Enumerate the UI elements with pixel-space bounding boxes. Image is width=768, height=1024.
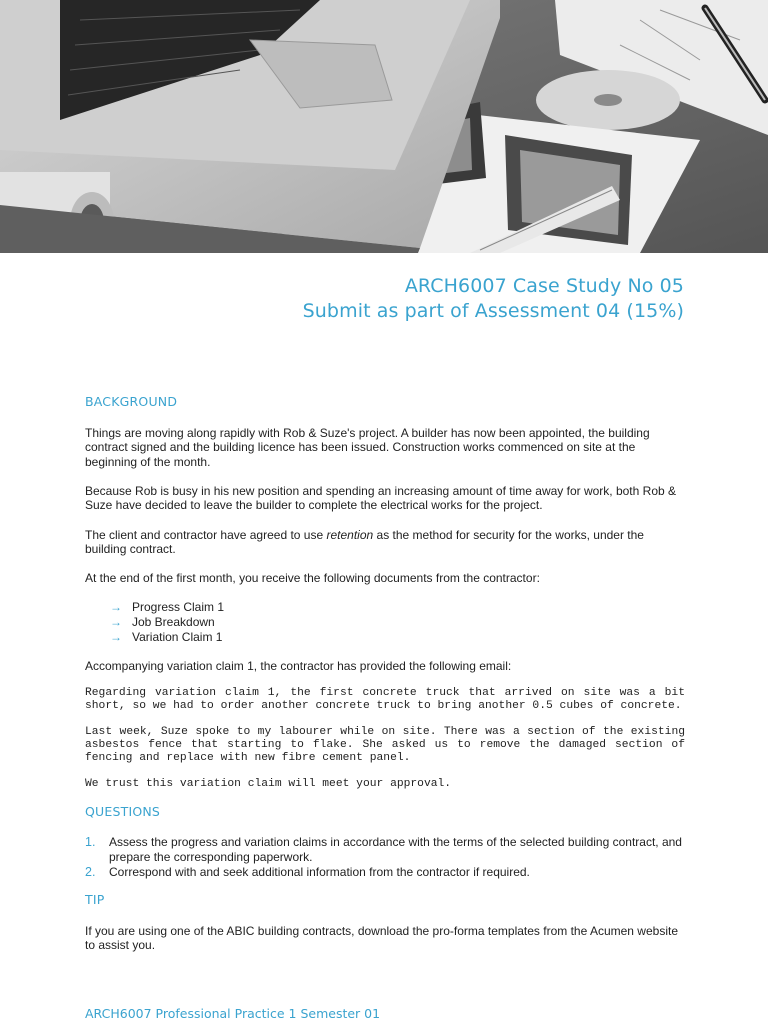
- background-paragraph-3: [85, 528, 685, 557]
- document-name: Job Breakdown: [132, 615, 215, 630]
- list-item: [110, 600, 685, 615]
- background-paragraph-2: Because Rob is busy in his new position and spending an increasing amount of time away for work, both Rob & Suze have decided to leave the builder to complete the electrical works for the project.: [85, 483, 676, 513]
- background-paragraph-5: Accompanying variation claim 1, the contractor has provided the following email:: [85, 659, 512, 674]
- question-text: Correspond with and seek additional information from the contractor if required.: [109, 864, 530, 879]
- retention-text-after: as the method for security for the works, under the building contract.: [85, 527, 644, 557]
- header-photo: [0, 0, 768, 253]
- email-paragraph-3: We trust this variation claim will meet your approval.: [85, 777, 452, 790]
- retention-text-before: The client and contractor have agreed to use: [85, 527, 327, 542]
- background-paragraph-1: Things are moving along rapidly with Rob & Suze's project. A builder has now been appointed, the building contract signed and the building licence has been issued. Construction works commenced on site at the beginning of the month.: [85, 425, 650, 469]
- questions-heading: QUESTIONS: [85, 803, 161, 819]
- question-text: Assess the progress and variation claims in accordance with the terms of the selected building contract, and prepare the corresponding paperwork.: [109, 835, 682, 865]
- question-item: [85, 865, 685, 880]
- documents-list: [85, 600, 685, 644]
- background-heading: BACKGROUND: [85, 394, 178, 409]
- questions-list: [85, 835, 685, 879]
- list-item: [110, 630, 685, 645]
- case-study-title: ARCH6007 Case Study No 05: [404, 275, 684, 297]
- assessment-subtitle: Submit as part of Assessment 04 (15%): [302, 300, 684, 322]
- list-item: [110, 615, 685, 630]
- question-number: 2.: [85, 864, 96, 879]
- arrow-right-icon: →: [110, 600, 122, 615]
- arrow-right-icon: →: [110, 630, 122, 645]
- question-number: 1.: [85, 835, 96, 850]
- page-footer: ARCH6007 Professional Practice 1 Semester 01: [85, 1006, 381, 1021]
- tip-text: If you are using one of the ABIC building contracts, download the pro-forma templates from the Acumen website to assist you.: [85, 923, 678, 953]
- document-name: Progress Claim 1: [132, 600, 225, 615]
- tip-heading: TIP: [85, 892, 105, 908]
- arrow-right-icon: →: [110, 615, 122, 630]
- question-item: [85, 835, 685, 864]
- title-block: [303, 274, 684, 324]
- document-name: Variation Claim 1: [132, 630, 223, 645]
- retention-emphasis: retention: [326, 527, 374, 542]
- header-photo-illustration: [0, 0, 768, 253]
- email-paragraph-2: Last week, Suze spoke to my labourer while on site. There was a section of the existing asbestos fence that starting to flake. She asked us to remove the damaged section of fencing and replace with new fibre cement panel.: [85, 725, 685, 764]
- background-paragraph-4: At the end of the first month, you receive the following documents from the contractor:: [85, 571, 540, 586]
- document-body: [85, 395, 685, 953]
- email-paragraph-1: Regarding variation claim 1, the first concrete truck that arrived on site was a bit short, so we had to order another concrete truck to bring another 0.5 cubes of concrete.: [85, 686, 685, 712]
